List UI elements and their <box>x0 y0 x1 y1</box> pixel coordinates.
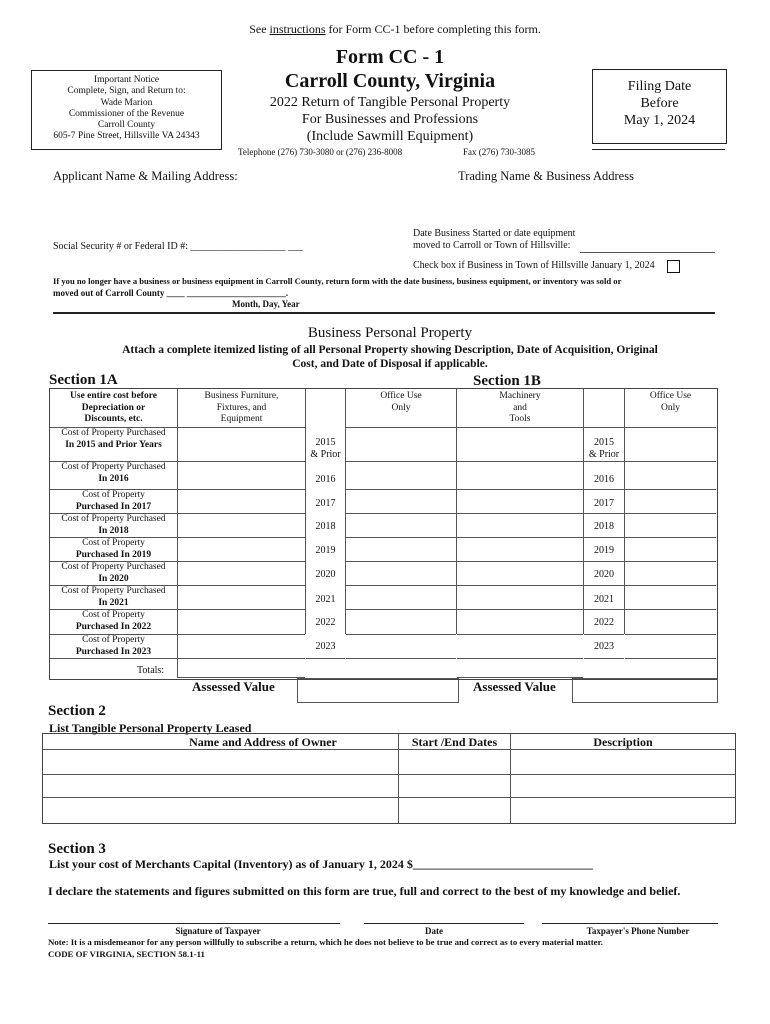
machinery-cost-cell[interactable] <box>457 428 583 461</box>
year-label-a: 2017 <box>315 498 336 509</box>
year-label-b: 2016 <box>594 474 614 485</box>
notice-line: Commissioner of the Revenue <box>68 108 185 119</box>
machinery-cost-cell[interactable] <box>457 490 583 513</box>
attach-line-2: Cost, and Date of Disposal if applicable. <box>292 358 488 370</box>
col-dates-header: Start /End Dates <box>411 735 498 749</box>
office-use-a-cell[interactable] <box>346 490 456 513</box>
signature-field[interactable] <box>48 923 340 924</box>
furniture-cost-cell[interactable] <box>178 490 305 513</box>
return-title: 2022 Return of Tangible Personal Property <box>269 95 511 110</box>
assessed-value-a-label: Assessed Value <box>192 679 275 694</box>
office-use-a-cell[interactable] <box>346 635 456 658</box>
instructions-link[interactable]: instructions <box>269 22 326 36</box>
row-label: Cost of Property Purchased In 2020 <box>61 562 166 584</box>
furniture-cost-cell[interactable] <box>178 462 305 489</box>
use-entire-cost-label: Use entire cost before Depreciation or Discounts, etc. <box>70 391 157 424</box>
hillsville-checkbox[interactable] <box>667 260 680 273</box>
year-label-a: 2022 <box>315 617 336 628</box>
col-office-use-b: Office Use Only <box>649 391 692 413</box>
office-use-b-cell[interactable] <box>625 462 716 489</box>
office-use-a-cell[interactable] <box>346 538 456 561</box>
machinery-cost-cell[interactable] <box>457 610 583 634</box>
declaration: I declare the statements and figures submitted on this form are true, full and correct to the best of my knowledge and belief. <box>48 884 681 898</box>
row-label: Cost of Property Purchased In 2016 <box>61 462 166 484</box>
year-label-b: 2015 & Prior <box>588 437 620 460</box>
furniture-cost-cell[interactable] <box>178 538 305 561</box>
assessed-value-a-field[interactable] <box>297 678 459 703</box>
office-use-b-cell[interactable] <box>625 514 716 537</box>
filing-line: May 1, 2024 <box>623 113 696 128</box>
lease-row[interactable] <box>43 775 735 797</box>
year-label-b: 2022 <box>594 617 614 628</box>
office-use-a-cell[interactable] <box>346 462 456 489</box>
notice-line: 605-7 Pine Street, Hillsville VA 24343 <box>53 131 200 142</box>
furniture-cost-cell[interactable] <box>178 610 305 634</box>
machinery-cost-cell[interactable] <box>457 562 583 585</box>
assessed-value-b-label: Assessed Value <box>473 679 556 694</box>
county-title: Carroll County, Virginia <box>284 70 496 92</box>
fax: Fax (276) 730-3085 <box>463 147 535 157</box>
assessed-value-b-field[interactable] <box>572 678 718 703</box>
office-use-b-cell[interactable] <box>625 428 716 461</box>
row-label: Cost of Property Purchased In 2021 <box>61 586 166 608</box>
year-label-a: 2019 <box>315 545 336 556</box>
year-label-a: 2016 <box>315 474 336 485</box>
office-use-b-cell[interactable] <box>625 538 716 561</box>
machinery-cost-cell[interactable] <box>457 514 583 537</box>
filing-line: Filing Date <box>627 79 692 94</box>
date-started-label: Date Business Started or date equipment moved to Carroll or Town of Hillsville: <box>413 228 576 251</box>
furniture-cost-cell[interactable] <box>178 562 305 585</box>
section-3-title: Section 3 <box>48 841 106 857</box>
date-started-field[interactable] <box>580 252 715 253</box>
col-office-use-a: Office Use Only <box>380 391 422 413</box>
misdemeanor-note: Note: It is a misdemeanor for any person willfully to subscribe a return, which he does not believe to be true and correct as to every material matter. <box>48 937 603 947</box>
ssn-label[interactable]: Social Security # or Federal ID #: ___________________ ___ <box>53 241 303 252</box>
year-label-b: 2017 <box>594 498 614 509</box>
for-line: For Businesses and Professions <box>301 112 479 127</box>
no-longer-line-2[interactable]: moved out of Carroll County ____ ______________________. <box>53 288 289 298</box>
notice-line: Wade Marion <box>100 97 153 108</box>
row-label: Cost of Property Purchased In 2022 <box>75 610 152 632</box>
hillsville-check-label: Check box if Business in Town of Hillsville January 1, 2024 <box>413 260 655 271</box>
year-label-b: 2020 <box>594 569 614 580</box>
filing-line: Before <box>640 96 679 111</box>
filing-date-box <box>592 69 727 144</box>
notice-line: Important Notice <box>93 75 160 85</box>
form-number: Form CC - 1 <box>335 46 445 68</box>
office-use-a-cell[interactable] <box>346 428 456 461</box>
furniture-cost-cell[interactable] <box>178 514 305 537</box>
top-note: See instructions for Form CC-1 before completing this form. <box>249 22 541 36</box>
phone-field[interactable] <box>542 923 718 924</box>
code-of-virginia: CODE OF VIRGINIA, SECTION 58.1-11 <box>48 949 205 959</box>
office-use-a-cell[interactable] <box>346 610 456 634</box>
year-label-b: 2021 <box>594 594 614 605</box>
col-furniture-header: Business Furniture, Fixtures, and Equipment <box>204 391 279 424</box>
date-label: Date <box>425 926 443 936</box>
notice-line: Carroll County <box>97 120 156 131</box>
year-label-a: 2018 <box>315 521 336 532</box>
lease-row[interactable] <box>43 798 735 822</box>
year-label-a: 2015 & Prior <box>310 437 341 460</box>
row-label: Cost of Property Purchased In 2019 <box>75 538 152 560</box>
furniture-cost-cell[interactable] <box>178 586 305 609</box>
year-label-a: 2023 <box>315 641 336 652</box>
telephone: Telephone (276) 730-3080 or (276) 236-8008 <box>238 147 403 157</box>
lease-row[interactable] <box>43 750 735 774</box>
section-2-title: Section 2 <box>48 703 106 719</box>
notice-line: Complete, Sign, and Return to: <box>67 86 186 97</box>
section-1a-title: Section 1A <box>49 372 118 388</box>
include-line: (Include Sawmill Equipment) <box>306 129 474 144</box>
date-field[interactable] <box>364 923 524 924</box>
month-day-year: Month, Day, Year <box>232 299 300 309</box>
col-owner-header: Name and Address of Owner <box>189 735 337 749</box>
office-use-a-cell[interactable] <box>346 514 456 537</box>
phone-label: Taxpayer's Phone Number <box>586 926 690 936</box>
notice-box <box>31 70 222 150</box>
bpp-title: Business Personal Property <box>307 325 473 341</box>
row-label: Cost of Property Purchased In 2023 <box>75 635 152 657</box>
section-2-subtitle: List Tangible Personal Property Leased <box>49 721 252 735</box>
year-label-b: 2023 <box>594 641 614 652</box>
year-label-b: 2019 <box>594 545 614 556</box>
year-label-a: 2020 <box>315 569 336 580</box>
attach-line-1: Attach a complete itemized listing of all Personal Property showing Description, Date of Acquisition, Original <box>122 344 658 356</box>
machinery-cost-cell[interactable] <box>457 538 583 561</box>
office-use-a-cell[interactable] <box>346 586 456 609</box>
year-label-b: 2018 <box>594 521 614 532</box>
machinery-cost-cell[interactable] <box>457 462 583 489</box>
col-machinery-header: Machinery and Tools <box>499 391 541 424</box>
office-use-b-cell[interactable] <box>625 635 716 658</box>
office-use-b-cell[interactable] <box>625 610 716 634</box>
trading-name-label: Trading Name & Business Address <box>458 169 634 183</box>
merchants-capital-line[interactable]: List your cost of Merchants Capital (Inventory) as of January 1, 2024 $______________________________ <box>49 857 593 871</box>
furniture-cost-cell[interactable] <box>178 428 305 461</box>
machinery-cost-cell[interactable] <box>457 635 583 658</box>
office-use-b-cell[interactable] <box>625 586 716 609</box>
office-use-b-cell[interactable] <box>625 490 716 513</box>
no-longer-line-1: If you no longer have a business or business equipment in Carroll County, return form with the date business, business equipment, or inventory was sold or <box>53 276 622 286</box>
row-label: Cost of Property Purchased In 2018 <box>61 514 166 536</box>
office-use-a-cell[interactable] <box>346 562 456 585</box>
totals-label: Totals: <box>137 665 165 676</box>
signature-label: Signature of Taxpayer <box>175 926 261 936</box>
section-1b-title: Section 1B <box>473 373 541 389</box>
row-label: Cost of Property Purchased In 2017 <box>75 490 152 512</box>
machinery-cost-cell[interactable] <box>457 586 583 609</box>
furniture-cost-cell[interactable] <box>178 635 305 658</box>
col-description-header: Description <box>593 735 653 749</box>
row-label: Cost of Property Purchased In 2015 and Prior Years <box>61 428 166 450</box>
office-use-b-cell[interactable] <box>625 562 716 585</box>
applicant-name-label: Applicant Name & Mailing Address: <box>53 169 238 183</box>
year-label-a: 2021 <box>315 594 336 605</box>
